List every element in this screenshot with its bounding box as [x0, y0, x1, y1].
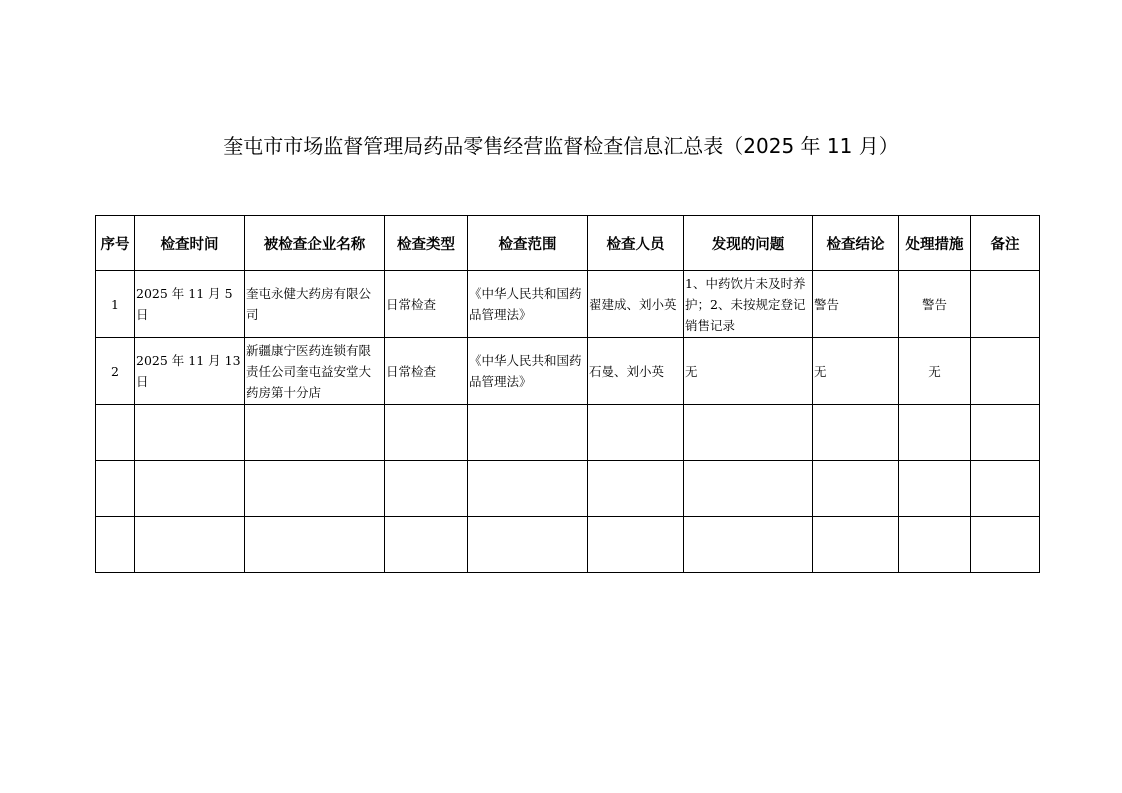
empty-cell	[899, 517, 971, 573]
empty-cell	[385, 461, 468, 517]
empty-cell	[813, 405, 899, 461]
cell-scope: 《中华人民共和国药品管理法》	[468, 271, 588, 338]
empty-cell	[385, 517, 468, 573]
empty-row	[96, 517, 1040, 573]
cell-remarks	[971, 338, 1040, 405]
cell-no: 1	[96, 271, 135, 338]
empty-cell	[588, 461, 684, 517]
empty-cell	[135, 405, 245, 461]
empty-cell	[245, 405, 385, 461]
cell-no: 2	[96, 338, 135, 405]
col-header-type: 检查类型	[385, 216, 468, 271]
cell-conclusion: 警告	[813, 271, 899, 338]
empty-cell	[245, 517, 385, 573]
cell-date: 2025 年 11 月 13 日	[135, 338, 245, 405]
empty-cell	[813, 517, 899, 573]
cell-issues: 无	[684, 338, 813, 405]
inspection-table	[95, 215, 1040, 573]
col-header-remarks: 备注	[971, 216, 1040, 271]
table-row	[96, 338, 1040, 405]
empty-row	[96, 405, 1040, 461]
cell-scope: 《中华人民共和国药品管理法》	[468, 338, 588, 405]
col-header-issues: 发现的问题	[684, 216, 813, 271]
cell-type: 日常检查	[385, 271, 468, 338]
empty-cell	[899, 405, 971, 461]
cell-type: 日常检查	[385, 338, 468, 405]
empty-cell	[971, 517, 1040, 573]
empty-cell	[813, 461, 899, 517]
cell-conclusion: 无	[813, 338, 899, 405]
cell-measures: 无	[899, 338, 971, 405]
header-row	[96, 216, 1040, 271]
cell-measures: 警告	[899, 271, 971, 338]
empty-cell	[96, 461, 135, 517]
col-header-conclusion: 检查结论	[813, 216, 899, 271]
col-header-date: 检查时间	[135, 216, 245, 271]
empty-cell	[588, 405, 684, 461]
cell-inspectors: 石曼、刘小英	[588, 338, 684, 405]
col-header-company: 被检查企业名称	[245, 216, 385, 271]
col-header-measures: 处理措施	[899, 216, 971, 271]
empty-cell	[96, 517, 135, 573]
empty-cell	[971, 461, 1040, 517]
empty-cell	[684, 405, 813, 461]
empty-cell	[468, 517, 588, 573]
col-header-inspectors: 检查人员	[588, 216, 684, 271]
col-header-no: 序号	[96, 216, 135, 271]
cell-inspectors: 翟建成、刘小英	[588, 271, 684, 338]
cell-date: 2025 年 11 月 5 日	[135, 271, 245, 338]
cell-remarks	[971, 271, 1040, 338]
empty-cell	[684, 461, 813, 517]
empty-cell	[245, 461, 385, 517]
page-title: 奎屯市市场监督管理局药品零售经营监督检查信息汇总表（2025 年 11 月）	[223, 134, 899, 158]
empty-cell	[971, 405, 1040, 461]
cell-company: 奎屯永健大药房有限公司	[245, 271, 385, 338]
empty-cell	[899, 461, 971, 517]
col-header-scope: 检查范围	[468, 216, 588, 271]
cell-issues: 1、中药饮片未及时养护；2、未按规定登记销售记录	[684, 271, 813, 338]
empty-cell	[588, 517, 684, 573]
table-row	[96, 271, 1040, 338]
empty-cell	[468, 461, 588, 517]
empty-cell	[135, 517, 245, 573]
empty-cell	[96, 405, 135, 461]
empty-row	[96, 461, 1040, 517]
empty-cell	[135, 461, 245, 517]
empty-cell	[385, 405, 468, 461]
empty-cell	[684, 517, 813, 573]
cell-company: 新疆康宁医药连锁有限责任公司奎屯益安堂大药房第十分店	[245, 338, 385, 405]
empty-cell	[468, 405, 588, 461]
